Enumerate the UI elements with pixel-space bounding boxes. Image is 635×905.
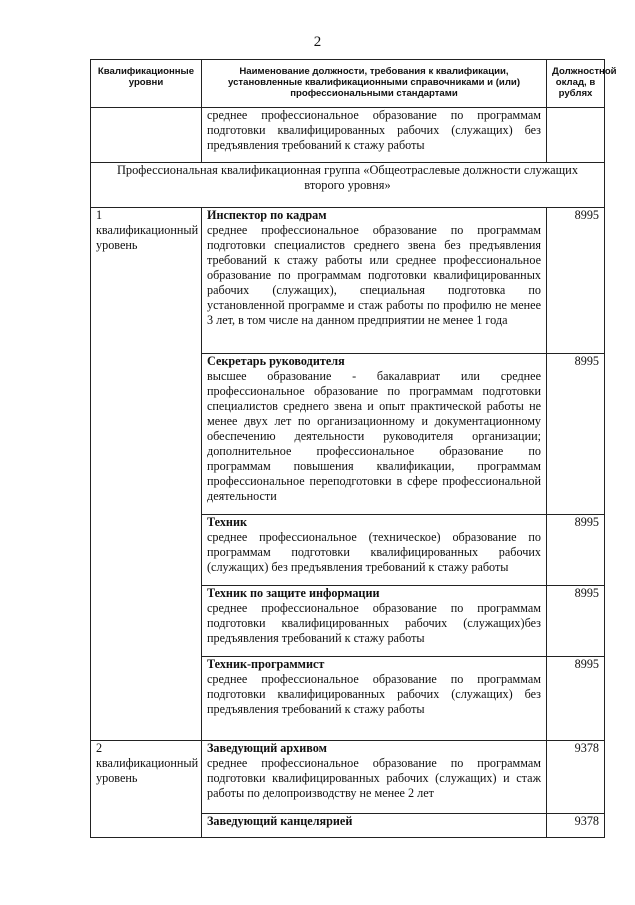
position-title: Инспектор по кадрам <box>207 208 327 222</box>
qualification-table <box>90 59 617 838</box>
table-header-row <box>91 60 605 108</box>
position-description: высшее образование - бакалавриат или среднее профессиональное образование по программам подготовки специалистов среднего звена и опыт практической работы не менее двух лет по организационному и документационному обеспечению деятельности руководителя организации; дополнительное профессиональное образование по программам повышения квалификации, программам профессиональное переподготовки в сфере профессиональной деятельности <box>207 369 541 503</box>
position-cell <box>202 814 547 838</box>
continuation-description <box>202 108 547 163</box>
position-description: среднее профессиональное образование по программам подготовки квалифицированных рабочих (служащих) и стаж работы по делопроизводству не менее 2 лет <box>207 756 541 800</box>
position-description: среднее профессиональное (техническое) образование по программам подготовки квалифицированных рабочих (служащих) без предъявления требований к стажу работы <box>207 530 541 574</box>
salary-cell: 9378 <box>547 741 605 814</box>
salary-cell: 8995 <box>547 657 605 741</box>
level-1-label: 1 квалификационный уровень <box>91 208 202 741</box>
position-title: Техник по защите информации <box>207 586 380 600</box>
continuation-row <box>91 108 605 163</box>
group-title: Профессиональная квалификационная группа «Общеотраслевые должности служащих второго уровня» <box>91 163 605 208</box>
continuation-level-cell <box>91 108 202 163</box>
header-positions: Наименование должности, требования к квалификации, установленные квалификационными справочниками и (или) профессиональными стандартами <box>202 60 547 108</box>
salary-cell: 8995 <box>547 208 605 354</box>
position-cell <box>202 657 547 741</box>
group-title-row <box>91 163 605 208</box>
position-cell <box>202 354 547 515</box>
position-title: Техник <box>207 515 247 529</box>
salary-cell: 8995 <box>547 354 605 515</box>
position-title: Заведующий архивом <box>207 741 327 755</box>
salary-cell: 8995 <box>547 515 605 586</box>
salary-cell: 8995 <box>547 586 605 657</box>
position-title: Секретарь руководителя <box>207 354 345 368</box>
page-number: 2 <box>313 34 322 50</box>
table-row <box>91 741 605 814</box>
position-cell <box>202 741 547 814</box>
table-row <box>91 208 605 354</box>
continuation-text: среднее профессиональное образование по программам подготовки квалифицированных рабочих (служащих) без предъявления требований к стажу работы <box>207 108 541 152</box>
position-description: среднее профессиональное образование по программам подготовки специалистов среднего звена без предъявления требований к стажу работы или среднее профессиональное образование по программам подготовки квалифицированных рабочих (служащих), специальная подготовка по установленной программе и стаж работы по профилю не менее 3 лет, в том числе на данном предприятии не менее 1 года <box>207 223 541 327</box>
header-levels: Квалификационные уровни <box>91 60 202 108</box>
header-salary: Должностной оклад, в рублях <box>547 60 605 108</box>
position-title: Техник-программист <box>207 657 325 671</box>
level-2-label: 2 квалификационный уровень <box>91 741 202 838</box>
position-cell <box>202 586 547 657</box>
position-cell <box>202 208 547 354</box>
salary-cell: 9378 <box>547 814 605 838</box>
position-cell <box>202 515 547 586</box>
position-description: среднее профессиональное образование по программам подготовки квалифицированных рабочих (служащих)без предъявления требований к стажу работы <box>207 601 541 645</box>
continuation-salary-cell <box>547 108 605 163</box>
position-description: среднее профессиональное образование по программам подготовки квалифицированных рабочих (служащих) без предъявления требований к стажу работы <box>207 672 541 716</box>
position-title: Заведующий канцелярией <box>207 814 353 828</box>
